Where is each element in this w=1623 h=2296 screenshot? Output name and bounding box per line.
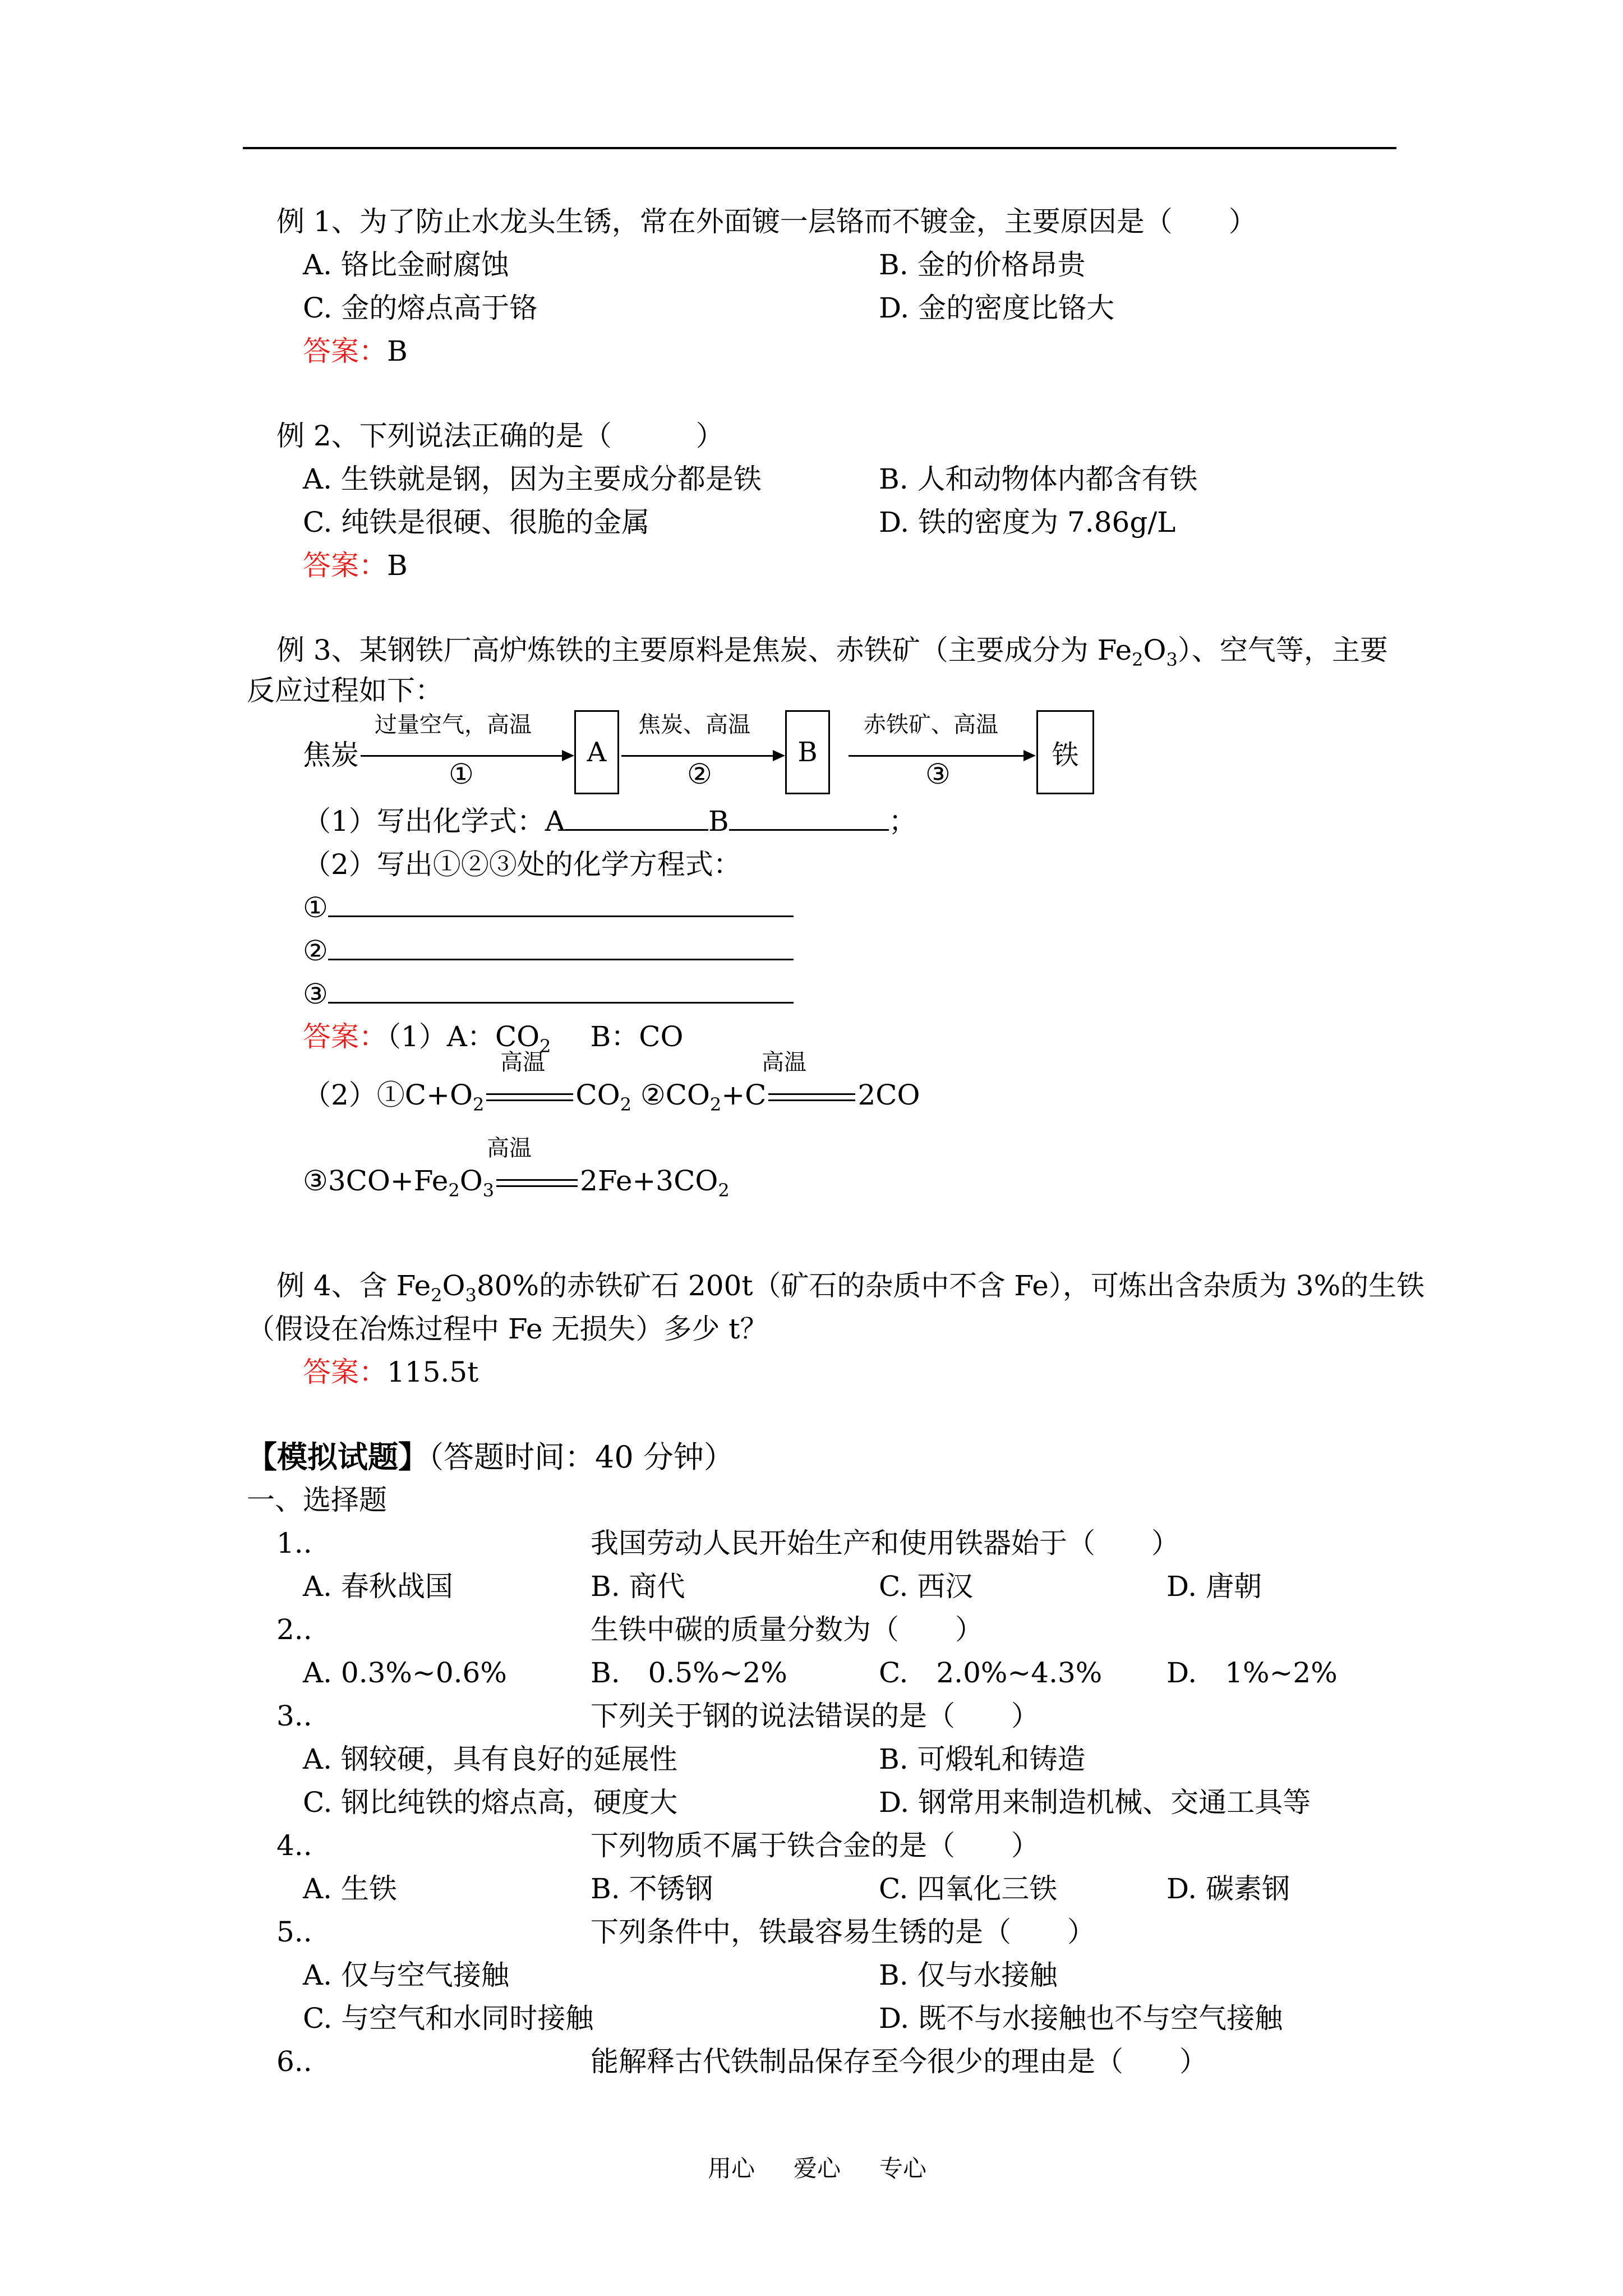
- example1-option-d: D. 金的密度比铬大: [879, 292, 1115, 324]
- example3-blank-2: ②: [303, 934, 794, 968]
- example1-answer: [303, 334, 408, 368]
- mock-title-line: [247, 1440, 734, 1474]
- q2-option-b: B. 0.5%~2%: [591, 1657, 787, 1689]
- q5-option-c: C. 与空气和水同时接触: [303, 2002, 594, 2035]
- flow-box-a: A: [574, 710, 619, 794]
- example4-answer: 答案：115.5t: [303, 1356, 479, 1388]
- flow-step3-condition: 赤铁矿、高温: [864, 712, 998, 738]
- q6-number: 6..: [276, 2045, 312, 2078]
- q2-option-d: D. 1%~2%: [1166, 1657, 1338, 1689]
- q5-text: 下列条件中，铁最容易生锈的是（ ）: [591, 1916, 1095, 1948]
- q1-option-b: B. 商代: [591, 1570, 685, 1603]
- footer-text-3: 专心: [879, 2155, 927, 2182]
- q5-option-b: B. 仅与水接触: [879, 1959, 1058, 1991]
- q5-number: 5..: [276, 1916, 312, 1948]
- example3-answer-1: 答案：（1）A：$CO_2$ B：CO: [303, 1020, 684, 1057]
- flow-arrow-1: [361, 755, 572, 757]
- q2-text: 生铁中碳的质量分数为（ ）: [591, 1613, 983, 1646]
- example3-sub2: （2）写出①②③处的化学方程式：: [303, 848, 741, 881]
- q4-option-a: A. 生铁: [303, 1872, 397, 1905]
- q3-option-c: C. 钢比纯铁的熔点高，硬度大: [303, 1786, 678, 1819]
- blank-b: [729, 804, 889, 831]
- example1-option-c: C. 金的熔点高于铬: [303, 292, 538, 324]
- example2-option-c: C. 纯铁是很硬、很脆的金属: [303, 506, 650, 539]
- example3-question-line2: 反应过程如下：: [247, 674, 443, 707]
- example3-blank-1: ①: [303, 891, 794, 924]
- q3-option-b: B. 可煅轧和铸造: [879, 1743, 1086, 1775]
- header-rule: [243, 147, 1396, 149]
- q4-option-b: B. 不锈钢: [591, 1872, 713, 1905]
- flow-step3-number: ③: [925, 758, 951, 790]
- example1-question: 例 1、为了防止水龙头生锈，常在外面镀一层铬而不镀金，主要原因是（ ）: [276, 205, 1257, 238]
- section-heading: 一、选择题: [247, 1484, 387, 1516]
- blank-a: [565, 804, 708, 831]
- q4-number: 4..: [276, 1829, 312, 1862]
- q2-option-a: A. 0.3%~0.6%: [303, 1657, 507, 1689]
- example2-answer: [303, 549, 408, 582]
- mock-title: 【模拟试题】: [247, 1439, 428, 1475]
- flow-step1-condition: 过量空气，高温: [375, 712, 532, 738]
- flow-step1-number: ①: [449, 758, 474, 790]
- answer-label: 答案：: [303, 549, 387, 582]
- example4-question-line2: （假设在冶炼过程中 Fe 无损失）多少 t？: [247, 1313, 768, 1345]
- footer-text-1: 用心: [708, 2155, 755, 2182]
- q4-option-d: D. 碳素钢: [1166, 1872, 1290, 1905]
- mock-time: （答题时间：40 分钟）: [428, 1439, 734, 1475]
- q1-number: 1..: [276, 1527, 312, 1559]
- example4-question: 例 4、含 $Fe_2O_380\%$的赤铁矿石 200t（矿石的杂质中不含 Fe），可炼出含杂质为 3%的生铁: [276, 1269, 1425, 1306]
- footer-text-2: 爱心: [794, 2155, 841, 2182]
- example2-option-b: B. 人和动物体内都含有铁: [879, 463, 1198, 495]
- example1-option-b: B. 金的价格昂贵: [879, 249, 1086, 281]
- q3-option-a: A. 钢较硬，具有良好的延展性: [303, 1743, 677, 1775]
- answer-value: B: [387, 549, 408, 582]
- eq1-condition: 高温: [500, 1050, 545, 1075]
- flow-step2-number: ②: [687, 758, 712, 790]
- q1-option-d: D. 唐朝: [1166, 1570, 1262, 1603]
- flow-box-iron: 铁: [1036, 710, 1094, 794]
- example3-answer-3: $③3CO+Fe_2O_3$ $2Fe+3CO_2$: [303, 1165, 730, 1201]
- answer-value: B: [387, 335, 408, 367]
- flow-step2-condition: 焦炭、高温: [638, 712, 750, 738]
- q3-number: 3..: [276, 1700, 312, 1732]
- q5-option-a: A. 仅与空气接触: [303, 1959, 509, 1991]
- flow-arrow-2: [621, 755, 783, 757]
- example2-question: 例 2、下列说法正确的是（ ）: [276, 420, 724, 452]
- q4-option-c: C. 四氧化三铁: [879, 1872, 1058, 1905]
- q2-number: 2..: [276, 1613, 312, 1646]
- example2-option-d: D. 铁的密度为 7.86g/L: [879, 506, 1176, 539]
- example3-question: 例 3、某钢铁厂高炉炼铁的主要原料是焦炭、赤铁矿（主要成分为 $Fe_2O_3$）、空气等，主要: [276, 634, 1388, 670]
- flow-arrow-3: [849, 755, 1034, 757]
- q5-option-d: D. 既不与水接触也不与空气接触: [879, 2002, 1283, 2035]
- q4-text: 下列物质不属于铁合金的是（ ）: [591, 1829, 1039, 1862]
- q2-option-c: C. 2.0%~4.3%: [879, 1657, 1103, 1689]
- example1-option-a: A. 铬比金耐腐蚀: [303, 249, 509, 281]
- q1-option-c: C. 西汉: [879, 1570, 974, 1603]
- q1-option-a: A. 春秋战国: [303, 1570, 453, 1603]
- eq3-condition: 高温: [487, 1135, 532, 1161]
- q1-text: 我国劳动人民开始生产和使用铁器始于（ ）: [591, 1527, 1179, 1559]
- flow-start: 焦炭: [303, 739, 359, 771]
- example2-option-a: A. 生铁就是钢，因为主要成分都是铁: [303, 463, 762, 495]
- flow-box-b: B: [785, 710, 830, 794]
- example3-blank-3: ③: [303, 977, 794, 1011]
- q6-text: 能解释古代铁制品保存至今很少的理由是（ ）: [591, 2045, 1207, 2078]
- answer-label: 答案：: [303, 335, 387, 367]
- example3-sub1: （1）写出化学式：A B ；: [303, 805, 917, 838]
- q3-option-d: D. 钢常用来制造机械、交通工具等: [879, 1786, 1311, 1819]
- q3-text: 下列关于钢的说法错误的是（ ）: [591, 1700, 1039, 1732]
- eq2-condition: 高温: [762, 1050, 806, 1075]
- example3-answer-2: $(2)①C+O_2$ $CO_2$ $②CO_2+C$ 2CO: [303, 1079, 920, 1115]
